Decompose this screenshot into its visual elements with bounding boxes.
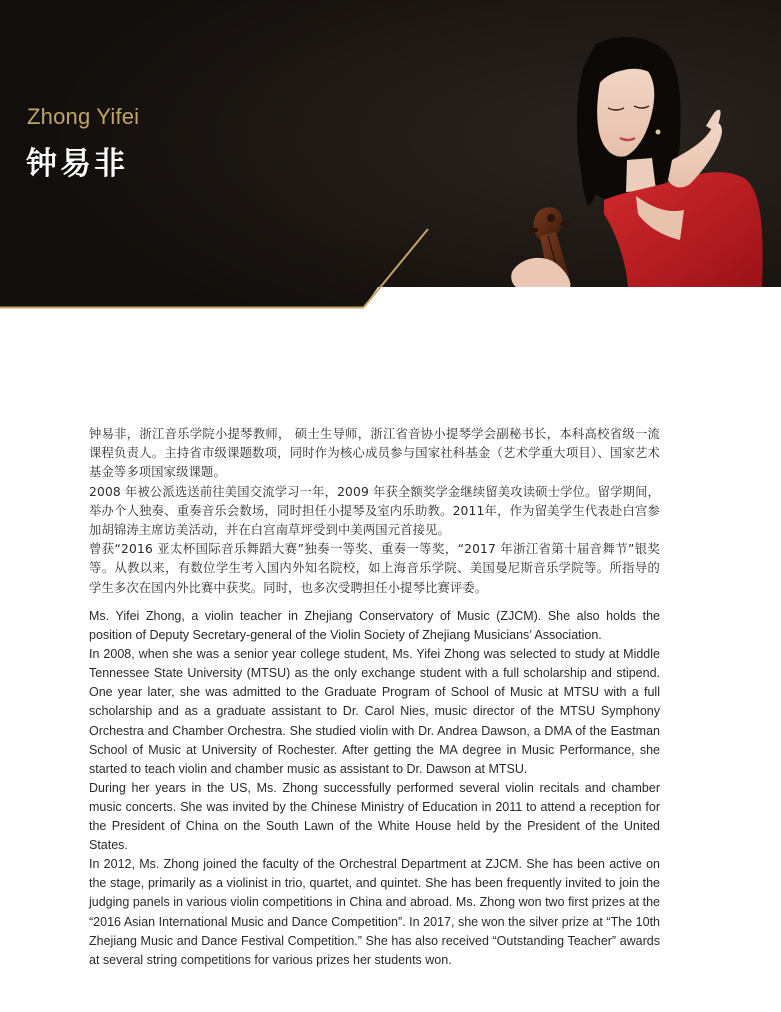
name-english: Zhong Yifei [27, 104, 140, 129]
bio-paragraph: During her years in the US, Ms. Zhong successfully performed several violin recitals and chamber music concerts. She was invited by the Chinese Ministry of Education in 2011 to attend a reception for the President of China on the South Lawn of the White House held by the President of the United States. [89, 780, 660, 853]
bio-paragraph: 钟易非，浙江音乐学院小提琴教师， 硕士生导师，浙江省音协小提琴学会副秘书长，本科高校省级一流课程负责人。主持省市级课题数项，同时作为核心成员参与国家社科基金（艺术学重大项目）、国家艺术基金等多项国家级课题。 [89, 427, 660, 480]
header-banner [0, 0, 781, 310]
bio-paragraph: 曾获“2016 亚太杯国际音乐舞蹈大赛”独奏一等奖、重奏一等奖，“2017 年浙江省第十届音舞节”银奖等。从教以来，有数位学生考入国内外知名院校，如上海音乐学院、美国曼尼斯音乐学院等。所指导的学生多次在国内外比赛中获奖。同时，也多次受聘担任小提琴比赛评委。 [89, 542, 660, 595]
bio-paragraph: Ms. Yifei Zhong, a violin teacher in Zhejiang Conservatory of Music (ZJCM). She also holds the position of Deputy Secretary-general of the Violin Society of Zhejiang Musicians’ Association. [89, 609, 660, 643]
bio-paragraph: In 2012, Ms. Zhong joined the faculty of the Orchestral Department at ZJCM. She has been active on the stage, primarily as a violinist in trio, quartet, and quintet. She has been frequently invited to join the judging panels in various violin competitions in China and abroad. Ms. Zhong won two first prizes at the “2016 Asian International Music and Dance Competition”. In 2017, she won the silver prize at “The 10th Zhejiang Music and Dance Festival Competition.” She has also received “Outstanding Teacher” awards at several string competitions for various prizes her students won. [89, 857, 660, 967]
bio-paragraph: 2008 年被公派选送前往美国交流学习一年，2009 年获全额奖学金继续留美攻读硕士学位。留学期间，举办个人独奏、重奏音乐会数场，同时担任小提琴及室内乐助教。2011年，作为留美学生代表赴白宫参加胡锦涛主席访美活动，并在白宫南草坪受到中美两国元首接见。 [89, 484, 660, 538]
name-chinese: 钟易非 [26, 146, 128, 182]
bio-paragraph: In 2008, when she was a senior year college student, Ms. Yifei Zhong was selected to study at Middle Tennessee State University (MTSU) as the only exchange student with a full scholarship and stipend. One year later, she was admitted to the Graduate Program of School of Music at MTSU with a full scholarship and as a graduate assistant to Dr. Carol Nies, music director of the MTSU Symphony Orchestra and Chamber Orchestra. She studied violin with Dr. Andrea Dawson, a DMA of the Eastman School of Music at University of Rochester. After getting the MA degree in Music Performance, she started to teach violin and chamber music as assistant to Dr. Dawson at MTSU. [89, 647, 660, 776]
biography-chinese [89, 425, 660, 598]
biography-english [89, 607, 660, 970]
